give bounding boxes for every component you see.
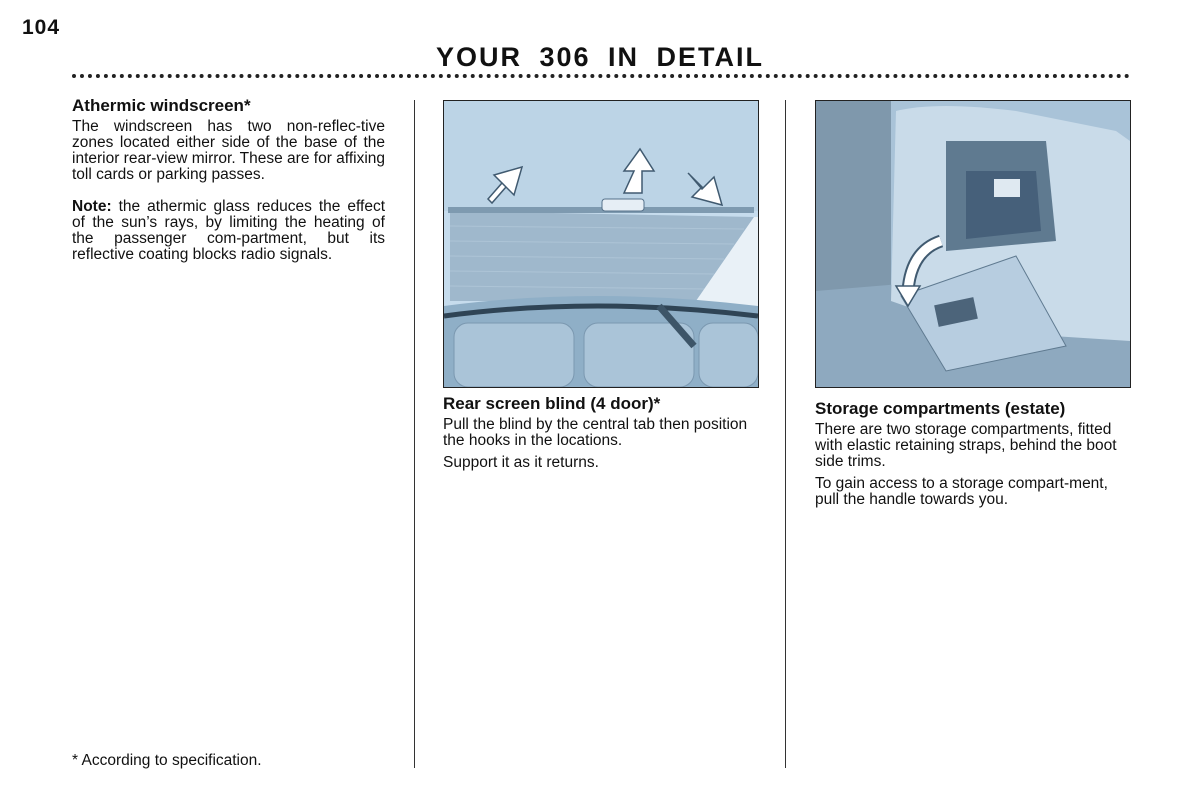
section-paragraph: Support it as it returns.: [443, 454, 599, 471]
column-divider-right: [785, 100, 786, 768]
section-heading: Athermic windscreen*: [72, 96, 251, 115]
section-paragraph: There are two storage compartments, fitted with elastic retaining straps, behind the boot side trims.: [815, 421, 1117, 470]
storage-compartments-section: [815, 399, 1129, 524]
athermic-windscreen-section: [72, 96, 385, 279]
section-heading: Storage compartments (estate): [815, 399, 1066, 418]
dotted-divider: [72, 74, 1130, 78]
rear-screen-blind-section: [443, 394, 758, 487]
note-text: the athermic glass reduces the effect of the sun’s rays, by limiting the heating of the passenger com-partment, but its reflective coating blocks radio signals.: [72, 198, 385, 263]
page-title: YOUR 306 IN DETAIL: [435, 42, 765, 72]
column-divider-left: [414, 100, 415, 768]
section-heading: Rear screen blind (4 door)*: [443, 394, 661, 413]
footnote: * According to specification.: [72, 752, 262, 769]
rear-blind-photo: [443, 100, 759, 388]
note-paragraph: [72, 199, 385, 263]
note-label: Note:: [72, 198, 112, 215]
section-paragraph: To gain access to a storage compart-ment, pull the handle towards you.: [815, 475, 1108, 508]
page-number: 104: [22, 16, 61, 39]
storage-compartment-photo: [815, 100, 1131, 388]
section-paragraph: The windscreen has two non-reflec-tive zones located either side of the base of the interior rear-view mirror. These are for affixing toll cards or parking passes.: [72, 118, 385, 183]
section-paragraph: Pull the blind by the central tab then position the hooks in the locations.: [443, 416, 748, 449]
